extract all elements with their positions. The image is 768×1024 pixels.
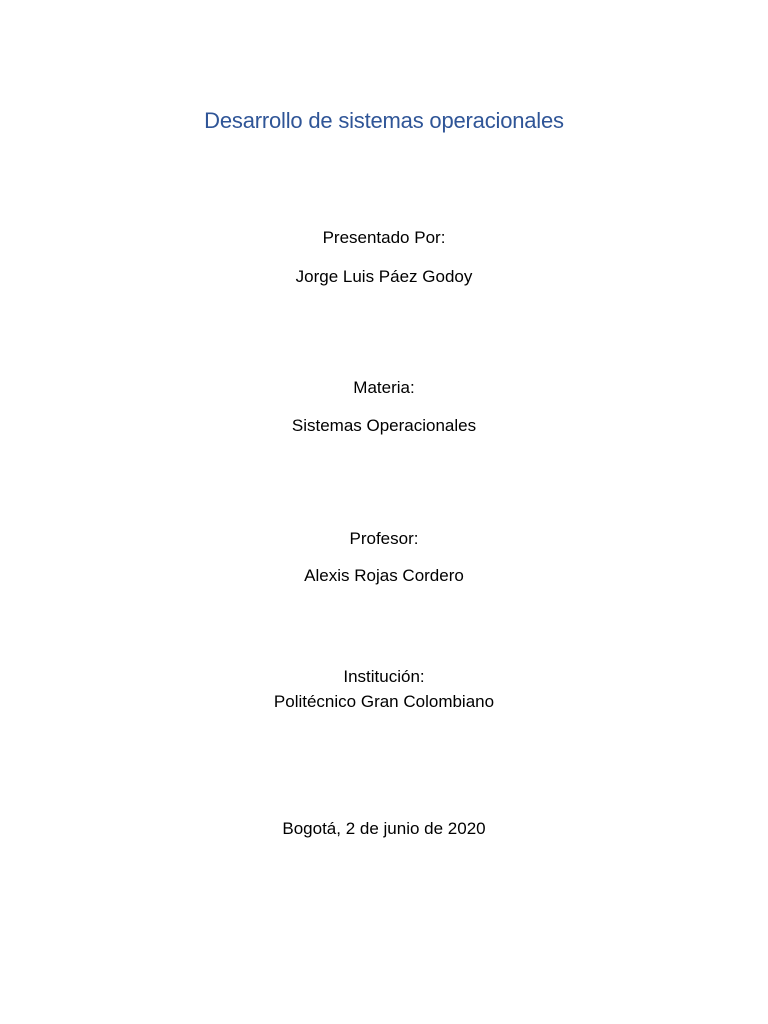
institution-name: Politécnico Gran Colombiano (273, 692, 495, 711)
subject-label: Materia: (353, 378, 415, 397)
document-title: Desarrollo de sistemas operacionales (204, 108, 564, 133)
institution-label: Institución: (343, 667, 425, 686)
professor-name: Alexis Rojas Cordero (304, 566, 464, 585)
place-and-date: Bogotá, 2 de junio de 2020 (282, 819, 486, 838)
professor-label: Profesor: (349, 529, 419, 548)
author-name: Jorge Luis Páez Godoy (295, 267, 473, 286)
subject-value: Sistemas Operacionales (291, 416, 477, 435)
presented-by-label: Presentado Por: (322, 228, 446, 247)
